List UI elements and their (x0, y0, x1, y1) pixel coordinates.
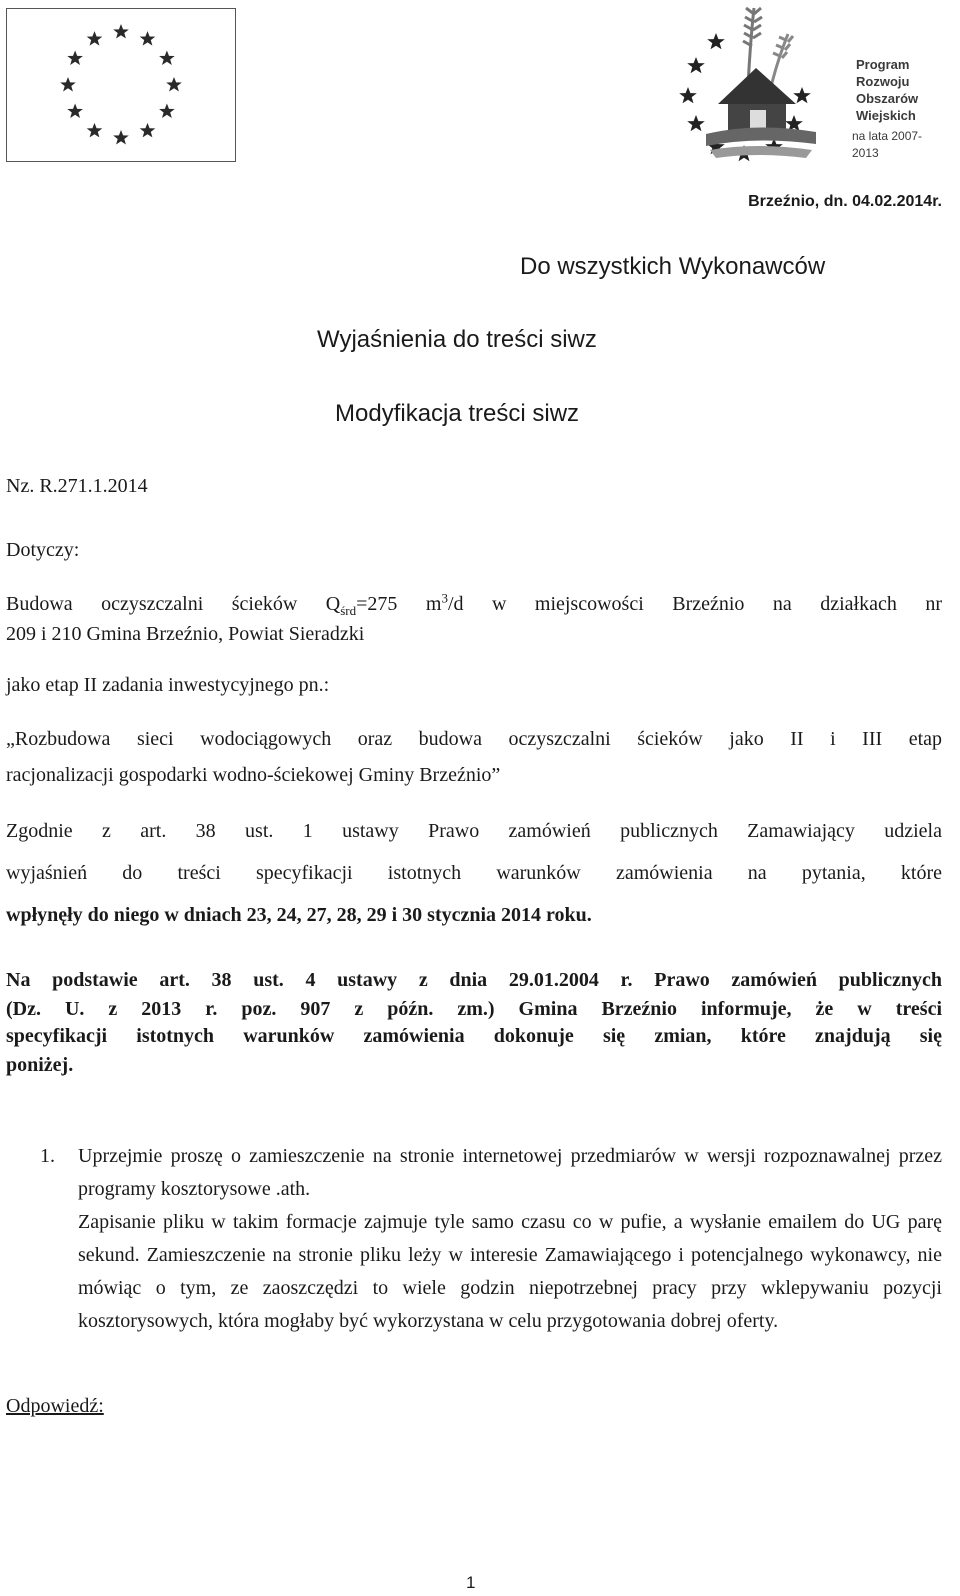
page-number: 1 (466, 1573, 476, 1592)
concerns-label: Dotyczy: (6, 539, 80, 561)
para1-line-2: wyjaśnień do treści specyfikacji istotnych warunków zamówienia na pytania, które (6, 862, 942, 884)
subject-line-2: 209 i 210 Gmina Brzeźnio, Powiat Sieradzki (6, 623, 365, 645)
prow-logo-line-4: Wiejskich (856, 108, 916, 123)
stage-text: jako etap II zadania inwestycyjnego pn.: (6, 674, 330, 696)
answer-label: Odpowiedź: (6, 1395, 104, 1417)
prow-logo-line-3: Obszarów (856, 91, 919, 106)
eu-flag-logo (6, 8, 236, 162)
subject-part-3: /d w miejscowości Brzeźnio na działkach nr (447, 593, 942, 615)
list-item (40, 1140, 942, 1338)
prow-logo (676, 4, 946, 164)
modification-heading: Modyfikacja treści siwz (335, 400, 580, 427)
subject-sub: śrd (340, 603, 357, 618)
para1-line-3: wpłynęły do niego w dniach 23, 24, 27, 28, 29 i 30 stycznia 2014 roku. (6, 904, 592, 926)
subject-part-2: =275 m (356, 593, 442, 615)
prow-logo-line-1: Program (856, 57, 910, 72)
project-name-line-1: „Rozbudowa sieci wodociągowych oraz budowa oczyszczalni ścieków jako II i III etap (6, 728, 942, 750)
para2-line-1: Na podstawie art. 38 ust. 4 ustawy z dnia 29.01.2004 r. Prawo zamówień publicznych (6, 969, 942, 991)
eu-flag-icon (7, 9, 235, 161)
question-body (78, 1140, 942, 1338)
prow-logo-years: na lata 2007-2013 (852, 129, 923, 160)
prow-logo-text (852, 56, 946, 162)
prow-logo-line-2: Rozwoju (856, 74, 910, 89)
subject-part-1: Budowa oczyszczalni ścieków Q (6, 593, 341, 615)
question-text-2: Zapisanie pliku w takim formacje zajmuje tyle samo czasu co w pufie, a wysłanie emailem do UG parę sekund. Zamieszczenie na stronie pliku leży w interesie Zamawiającego i potencjalnego wykonawcy, nie mówiąc o tym, ze zaoszczędzi to wiele godzin niepotrzebnej pracy przy wklepywaniu pozycji kosztorysowych, która mogłaby być wykorzystana w celu przygotowania dobrej oferty. (78, 1211, 942, 1332)
para2-line-3: specyfikacji istotnych warunków zamówienia dokonuje się zmian, które znajdują się (6, 1025, 942, 1047)
prow-emblem-icon (676, 4, 856, 164)
question-text-1: Uprzejmie proszę o zamieszczenie na stronie internetowej przedmiarów w wersji rozpoznawalnej przez programy kosztorysowe .ath. (78, 1145, 942, 1200)
para2-line-4: poniżej. (6, 1054, 74, 1076)
question-number: 1. (40, 1145, 55, 1167)
document-date: Brzeźnio, dn. 04.02.2014r. (748, 193, 942, 210)
subject-sup: 3 (441, 590, 448, 606)
recipients-heading: Do wszystkich Wykonawców (520, 253, 826, 280)
reference-number: Nz. R.271.1.2014 (6, 475, 148, 497)
subject-line-1 (6, 589, 942, 619)
project-name-line-2: racjonalizacji gospodarki wodno-ściekowej Gminy Brzeźnio” (6, 764, 501, 786)
explanations-heading: Wyjaśnienia do treści siwz (317, 326, 597, 353)
para2-line-2: (Dz. U. z 2013 r. poz. 907 z późn. zm.) Gmina Brzeźnio informuje, że w treści (6, 998, 942, 1020)
para1-line-1: Zgodnie z art. 38 ust. 1 ustawy Prawo zamówień publicznych Zamawiający udziela (6, 820, 942, 842)
